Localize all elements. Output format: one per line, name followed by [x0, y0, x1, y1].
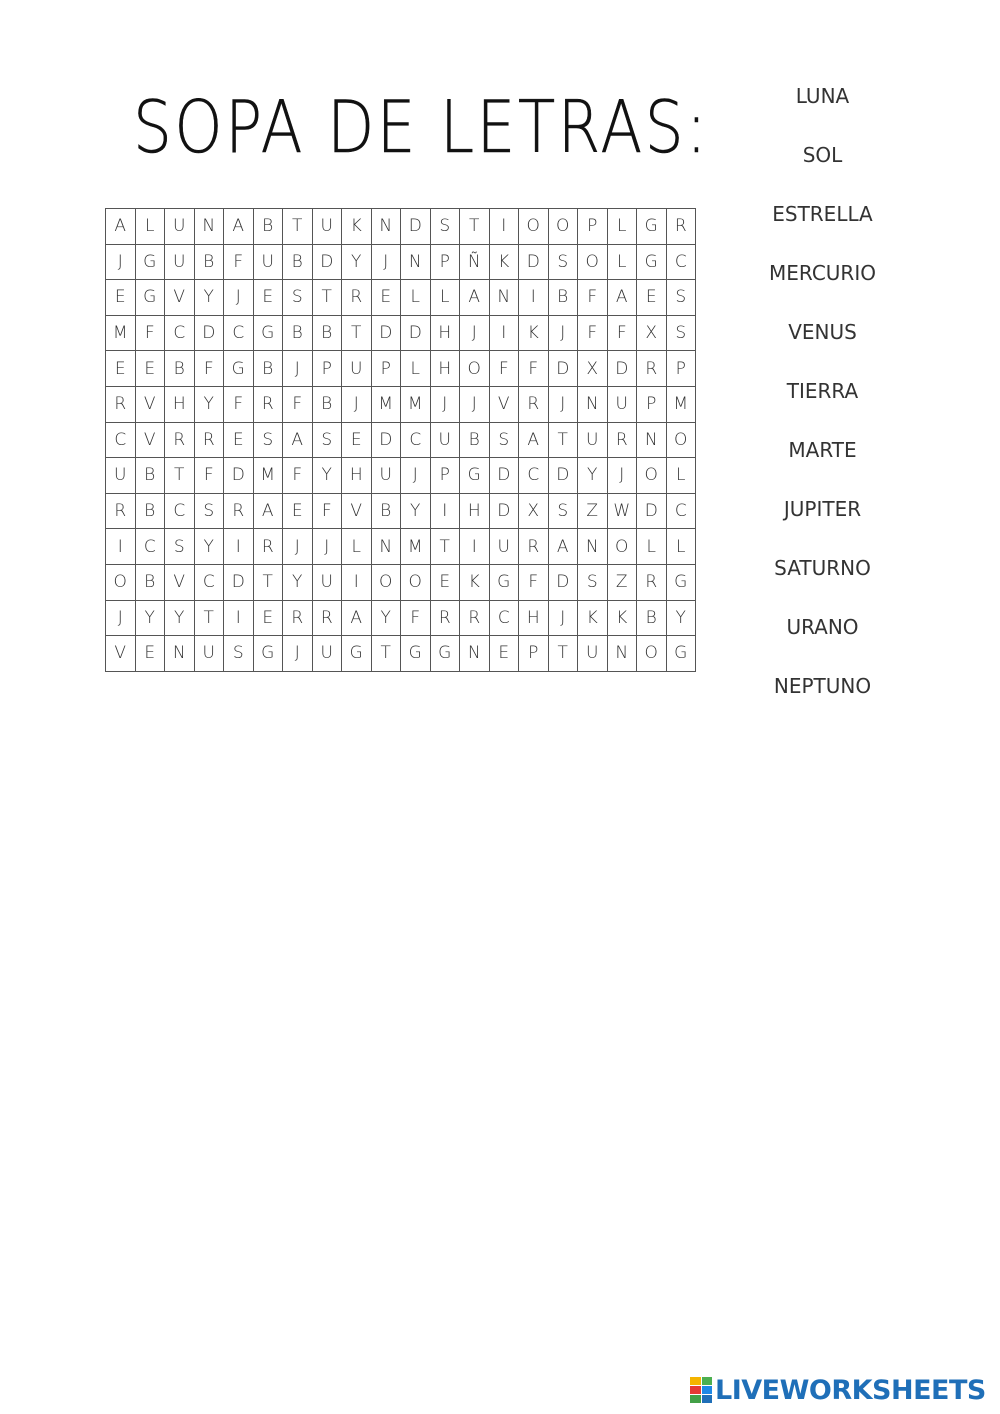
grid-cell[interactable]: B — [312, 386, 342, 422]
grid-cell[interactable]: I — [489, 209, 519, 245]
grid-cell[interactable]: U — [165, 209, 195, 245]
grid-cell[interactable]: F — [224, 244, 254, 280]
word-item: SATURNO — [774, 556, 871, 580]
grid-cell[interactable]: G — [489, 564, 519, 600]
grid-cell[interactable]: E — [106, 280, 136, 316]
grid-cell[interactable]: I — [106, 529, 136, 565]
grid-cell[interactable]: Y — [194, 280, 224, 316]
grid-cell[interactable]: U — [253, 244, 283, 280]
grid-cell[interactable]: J — [548, 315, 578, 351]
grid-cell[interactable]: X — [519, 493, 549, 529]
grid-row — [106, 529, 696, 565]
grid-cell[interactable]: H — [342, 458, 372, 494]
grid-cell[interactable]: G — [460, 458, 490, 494]
grid-cell[interactable]: G — [135, 244, 165, 280]
grid-cell[interactable]: J — [224, 280, 254, 316]
grid-cell[interactable]: B — [165, 351, 195, 387]
grid-cell[interactable]: D — [489, 493, 519, 529]
grid-cell[interactable]: N — [637, 422, 667, 458]
grid-cell[interactable]: V — [489, 386, 519, 422]
grid-cell[interactable]: O — [548, 209, 578, 245]
grid-cell[interactable]: L — [401, 351, 431, 387]
grid-cell[interactable]: R — [637, 564, 667, 600]
grid-cell[interactable]: B — [135, 564, 165, 600]
grid-cell[interactable]: T — [283, 209, 313, 245]
grid-cell[interactable]: H — [519, 600, 549, 636]
grid-cell[interactable]: A — [548, 529, 578, 565]
grid-cell[interactable]: B — [371, 493, 401, 529]
grid-cell[interactable]: R — [607, 422, 637, 458]
grid-cell[interactable]: D — [371, 315, 401, 351]
grid-row — [106, 351, 696, 387]
grid-cell[interactable]: S — [253, 422, 283, 458]
grid-cell[interactable]: R — [106, 386, 136, 422]
grid-cell[interactable]: H — [165, 386, 195, 422]
grid-cell[interactable]: G — [637, 244, 667, 280]
grid-cell[interactable]: B — [135, 493, 165, 529]
grid-row — [106, 244, 696, 280]
grid-cell[interactable]: D — [371, 422, 401, 458]
grid-cell[interactable]: B — [253, 351, 283, 387]
grid-cell[interactable]: J — [283, 529, 313, 565]
grid-cell[interactable]: F — [224, 386, 254, 422]
grid-row — [106, 493, 696, 529]
grid-cell[interactable]: U — [106, 458, 136, 494]
grid-cell[interactable]: U — [430, 422, 460, 458]
grid-row — [106, 422, 696, 458]
grid-cell[interactable]: R — [342, 280, 372, 316]
grid-cell[interactable]: J — [430, 386, 460, 422]
grid-cell[interactable]: T — [430, 529, 460, 565]
grid-cell[interactable]: L — [135, 209, 165, 245]
grid-cell[interactable]: S — [548, 244, 578, 280]
grid-cell[interactable]: I — [224, 529, 254, 565]
grid-cell[interactable]: G — [253, 636, 283, 672]
grid-cell[interactable]: K — [607, 600, 637, 636]
grid-cell[interactable]: L — [637, 529, 667, 565]
grid-cell[interactable]: R — [637, 351, 667, 387]
grid-cell[interactable]: R — [106, 493, 136, 529]
grid-cell[interactable]: R — [312, 600, 342, 636]
grid-cell[interactable]: R — [165, 422, 195, 458]
grid-cell[interactable]: F — [312, 493, 342, 529]
grid-cell[interactable]: L — [401, 280, 431, 316]
grid-cell[interactable]: V — [342, 493, 372, 529]
grid-cell[interactable]: R — [519, 529, 549, 565]
grid-cell[interactable]: J — [106, 244, 136, 280]
grid-cell[interactable]: D — [312, 244, 342, 280]
grid-row — [106, 600, 696, 636]
word-item: JUPITER — [783, 497, 862, 521]
grid-cell[interactable]: P — [666, 351, 696, 387]
grid-cell[interactable]: J — [283, 636, 313, 672]
grid-cell[interactable]: C — [194, 564, 224, 600]
grid-cell[interactable]: C — [666, 244, 696, 280]
grid-cell[interactable]: V — [135, 422, 165, 458]
grid-cell[interactable]: F — [519, 351, 549, 387]
grid-cell[interactable]: C — [135, 529, 165, 565]
grid-cell[interactable]: C — [666, 493, 696, 529]
grid-row — [106, 564, 696, 600]
grid-cell[interactable]: E — [135, 636, 165, 672]
grid-cell[interactable]: P — [519, 636, 549, 672]
word-item: LUNA — [795, 84, 850, 108]
grid-cell[interactable]: M — [401, 529, 431, 565]
grid-cell[interactable]: J — [607, 458, 637, 494]
word-item: VENUS — [788, 320, 857, 344]
grid-cell[interactable]: N — [165, 636, 195, 672]
grid-cell[interactable]: S — [548, 493, 578, 529]
grid-cell[interactable]: R — [666, 209, 696, 245]
grid-cell[interactable]: O — [460, 351, 490, 387]
grid-cell[interactable]: U — [578, 422, 608, 458]
grid-cell[interactable]: P — [430, 458, 460, 494]
grid-cell[interactable]: N — [371, 529, 401, 565]
grid-cell[interactable]: N — [371, 209, 401, 245]
grid-cell[interactable]: E — [371, 280, 401, 316]
grid-cell[interactable]: L — [607, 244, 637, 280]
grid-cell[interactable]: K — [578, 600, 608, 636]
grid-cell[interactable]: M — [666, 386, 696, 422]
grid-cell[interactable]: B — [637, 600, 667, 636]
grid-cell[interactable]: J — [401, 458, 431, 494]
grid-cell[interactable]: T — [548, 636, 578, 672]
grid-row — [106, 209, 696, 245]
logo-tile — [702, 1386, 713, 1394]
grid-cell[interactable]: R — [253, 386, 283, 422]
brand-name: LIVEWORKSHEETS — [715, 1374, 986, 1406]
grid-cell[interactable]: D — [194, 315, 224, 351]
grid-cell[interactable]: N — [460, 636, 490, 672]
grid-cell[interactable]: D — [401, 209, 431, 245]
grid-cell[interactable]: Z — [578, 493, 608, 529]
grid-cell[interactable]: D — [489, 458, 519, 494]
grid-cell[interactable]: E — [106, 351, 136, 387]
grid-cell[interactable]: S — [194, 493, 224, 529]
grid-cell[interactable]: J — [106, 600, 136, 636]
grid-cell[interactable]: D — [607, 351, 637, 387]
grid-cell[interactable]: F — [489, 351, 519, 387]
liveworksheets-logo-icon — [690, 1377, 712, 1403]
grid-cell[interactable]: O — [637, 636, 667, 672]
grid-cell[interactable]: I — [342, 564, 372, 600]
grid-cell[interactable]: J — [283, 351, 313, 387]
word-item: ESTRELLA — [772, 202, 873, 226]
grid-cell[interactable]: D — [224, 564, 254, 600]
grid-cell[interactable]: X — [578, 351, 608, 387]
grid-cell[interactable]: S — [165, 529, 195, 565]
grid-row — [106, 458, 696, 494]
word-list — [755, 80, 890, 729]
grid-cell[interactable]: D — [401, 315, 431, 351]
grid-cell[interactable]: E — [135, 351, 165, 387]
grid-cell[interactable]: G — [342, 636, 372, 672]
grid-cell[interactable]: C — [165, 493, 195, 529]
logo-tile — [702, 1377, 713, 1385]
grid-cell[interactable]: M — [253, 458, 283, 494]
grid-cell[interactable]: B — [135, 458, 165, 494]
grid-cell[interactable]: U — [489, 529, 519, 565]
grid-cell[interactable]: H — [430, 315, 460, 351]
grid-cell[interactable]: F — [519, 564, 549, 600]
grid-cell[interactable]: O — [637, 458, 667, 494]
grid-cell[interactable]: Y — [283, 564, 313, 600]
grid-cell[interactable]: D — [519, 244, 549, 280]
grid-cell[interactable]: V — [165, 280, 195, 316]
grid-row — [106, 636, 696, 672]
grid-cell[interactable]: D — [637, 493, 667, 529]
grid-cell[interactable]: H — [460, 493, 490, 529]
word-item: SOL — [802, 143, 843, 167]
grid-cell[interactable]: O — [106, 564, 136, 600]
grid-cell[interactable]: B — [283, 315, 313, 351]
grid-cell[interactable]: T — [548, 422, 578, 458]
grid-cell[interactable]: U — [607, 386, 637, 422]
word-item: MERCURIO — [769, 261, 876, 285]
grid-cell[interactable]: G — [666, 636, 696, 672]
grid-cell[interactable]: A — [283, 422, 313, 458]
grid-row — [106, 280, 696, 316]
grid-row — [106, 315, 696, 351]
grid-cell[interactable]: R — [460, 600, 490, 636]
grid-cell[interactable]: F — [578, 315, 608, 351]
grid-cell[interactable]: R — [224, 493, 254, 529]
grid-cell[interactable]: L — [666, 458, 696, 494]
grid-cell[interactable]: B — [312, 315, 342, 351]
grid-cell[interactable]: S — [489, 422, 519, 458]
grid-cell[interactable]: T — [460, 209, 490, 245]
grid-cell[interactable]: I — [489, 315, 519, 351]
grid-cell[interactable]: A — [106, 209, 136, 245]
grid-cell[interactable]: U — [371, 458, 401, 494]
grid-cell[interactable]: S — [312, 422, 342, 458]
word-item: TIERRA — [786, 379, 859, 403]
grid-cell[interactable]: Z — [607, 564, 637, 600]
grid-cell[interactable]: L — [342, 529, 372, 565]
grid-cell[interactable]: R — [194, 422, 224, 458]
word-item: URANO — [786, 615, 859, 639]
grid-cell[interactable]: D — [548, 458, 578, 494]
grid-cell[interactable]: F — [283, 458, 313, 494]
grid-cell[interactable]: G — [401, 636, 431, 672]
grid-cell[interactable]: F — [578, 280, 608, 316]
grid-cell[interactable]: E — [342, 422, 372, 458]
grid-cell[interactable]: J — [460, 386, 490, 422]
grid-cell[interactable]: T — [312, 280, 342, 316]
grid-cell[interactable]: G — [135, 280, 165, 316]
grid-cell[interactable]: F — [194, 351, 224, 387]
logo-tile — [690, 1386, 701, 1394]
grid-cell[interactable]: U — [578, 636, 608, 672]
grid-cell[interactable]: U — [342, 351, 372, 387]
brand-footer — [690, 1374, 986, 1406]
grid-cell[interactable]: O — [607, 529, 637, 565]
grid-cell[interactable]: I — [430, 493, 460, 529]
logo-tile — [690, 1377, 701, 1385]
grid-cell[interactable]: N — [194, 209, 224, 245]
grid-cell[interactable]: Y — [371, 600, 401, 636]
grid-cell[interactable]: U — [165, 244, 195, 280]
grid-cell[interactable]: N — [489, 280, 519, 316]
grid-cell[interactable]: S — [666, 280, 696, 316]
grid-cell[interactable]: G — [637, 209, 667, 245]
grid-cell[interactable]: E — [253, 280, 283, 316]
grid-cell[interactable]: T — [253, 564, 283, 600]
grid-cell[interactable]: X — [637, 315, 667, 351]
grid-cell[interactable]: L — [607, 209, 637, 245]
grid-cell[interactable]: V — [106, 636, 136, 672]
grid-cell[interactable]: N — [401, 244, 431, 280]
grid-cell[interactable]: P — [578, 209, 608, 245]
grid-cell[interactable]: M — [106, 315, 136, 351]
grid-cell[interactable]: B — [253, 209, 283, 245]
grid-cell[interactable]: B — [194, 244, 224, 280]
grid-cell[interactable]: W — [607, 493, 637, 529]
grid-cell[interactable]: M — [371, 386, 401, 422]
grid-cell[interactable]: G — [666, 564, 696, 600]
grid-cell[interactable]: J — [460, 315, 490, 351]
grid-cell[interactable]: T — [165, 458, 195, 494]
grid-cell[interactable]: A — [460, 280, 490, 316]
grid-cell[interactable]: Y — [342, 244, 372, 280]
logo-tile — [702, 1395, 713, 1403]
grid-cell[interactable]: O — [666, 422, 696, 458]
grid-cell[interactable]: F — [194, 458, 224, 494]
grid-cell[interactable]: Y — [194, 386, 224, 422]
grid-cell[interactable]: C — [401, 422, 431, 458]
grid-cell[interactable]: A — [342, 600, 372, 636]
grid-cell[interactable]: M — [401, 386, 431, 422]
grid-cell[interactable]: G — [253, 315, 283, 351]
grid-cell[interactable]: N — [578, 529, 608, 565]
grid-cell[interactable]: B — [548, 280, 578, 316]
grid-cell[interactable]: F — [401, 600, 431, 636]
page-title: SOPA DE LETRAS: — [133, 85, 710, 169]
grid-cell[interactable]: A — [607, 280, 637, 316]
grid-cell[interactable]: K — [460, 564, 490, 600]
grid-cell[interactable]: L — [666, 529, 696, 565]
grid-cell[interactable]: F — [135, 315, 165, 351]
grid-cell[interactable]: E — [283, 493, 313, 529]
grid-cell[interactable]: K — [342, 209, 372, 245]
grid-cell[interactable]: T — [342, 315, 372, 351]
grid-cell[interactable]: K — [519, 315, 549, 351]
grid-cell[interactable]: S — [666, 315, 696, 351]
grid-cell[interactable]: O — [519, 209, 549, 245]
grid-cell[interactable]: C — [489, 600, 519, 636]
grid-cell[interactable]: V — [135, 386, 165, 422]
grid-cell[interactable]: S — [283, 280, 313, 316]
grid-cell[interactable]: B — [283, 244, 313, 280]
grid-cell[interactable]: A — [253, 493, 283, 529]
grid-cell[interactable]: E — [637, 280, 667, 316]
grid-cell[interactable]: R — [430, 600, 460, 636]
grid-cell[interactable]: U — [312, 636, 342, 672]
grid-cell[interactable]: S — [578, 564, 608, 600]
grid-cell[interactable]: U — [312, 564, 342, 600]
grid-cell[interactable]: Y — [578, 458, 608, 494]
grid-cell[interactable]: R — [283, 600, 313, 636]
grid-cell[interactable]: J — [548, 386, 578, 422]
grid-cell[interactable]: D — [548, 564, 578, 600]
grid-cell[interactable]: Y — [165, 600, 195, 636]
grid-cell[interactable]: O — [578, 244, 608, 280]
grid-cell[interactable]: Y — [135, 600, 165, 636]
grid-cell[interactable]: P — [430, 244, 460, 280]
grid-cell[interactable]: E — [224, 422, 254, 458]
grid-cell[interactable]: L — [430, 280, 460, 316]
grid-row — [106, 386, 696, 422]
grid-cell[interactable]: S — [224, 636, 254, 672]
grid-cell[interactable]: J — [312, 529, 342, 565]
grid-cell[interactable]: N — [578, 386, 608, 422]
grid-cell[interactable]: F — [283, 386, 313, 422]
grid-cell[interactable]: O — [371, 564, 401, 600]
grid-cell[interactable]: U — [312, 209, 342, 245]
grid-cell[interactable]: F — [607, 315, 637, 351]
grid-cell[interactable]: E — [430, 564, 460, 600]
grid-cell[interactable]: Y — [194, 529, 224, 565]
grid-cell[interactable]: J — [548, 600, 578, 636]
grid-cell[interactable]: E — [489, 636, 519, 672]
grid-cell[interactable]: D — [224, 458, 254, 494]
grid-cell[interactable]: V — [165, 564, 195, 600]
grid-cell[interactable]: I — [519, 280, 549, 316]
grid-cell[interactable]: E — [253, 600, 283, 636]
word-item: NEPTUNO — [773, 674, 872, 698]
grid-cell[interactable]: U — [194, 636, 224, 672]
grid-cell[interactable]: A — [224, 209, 254, 245]
grid-cell[interactable]: Y — [401, 493, 431, 529]
grid-cell[interactable]: R — [519, 386, 549, 422]
grid-cell[interactable]: C — [106, 422, 136, 458]
grid-cell[interactable]: S — [430, 209, 460, 245]
grid-cell[interactable]: Y — [666, 600, 696, 636]
grid-cell[interactable]: T — [194, 600, 224, 636]
grid-cell[interactable]: G — [224, 351, 254, 387]
grid-cell[interactable]: R — [253, 529, 283, 565]
grid-cell[interactable]: D — [548, 351, 578, 387]
grid-cell[interactable]: T — [371, 636, 401, 672]
grid-cell[interactable]: J — [342, 386, 372, 422]
word-item: MARTE — [788, 438, 857, 462]
logo-tile — [690, 1395, 701, 1403]
grid-cell[interactable]: P — [312, 351, 342, 387]
grid-cell[interactable]: I — [460, 529, 490, 565]
grid-cell[interactable]: C — [224, 315, 254, 351]
grid-cell[interactable]: G — [430, 636, 460, 672]
grid-cell[interactable]: H — [430, 351, 460, 387]
grid-cell[interactable]: J — [371, 244, 401, 280]
grid-cell[interactable]: I — [224, 600, 254, 636]
grid-cell[interactable]: B — [460, 422, 490, 458]
grid-cell[interactable]: P — [371, 351, 401, 387]
word-search-grid — [105, 208, 696, 672]
grid-cell[interactable]: C — [519, 458, 549, 494]
grid-cell[interactable]: Ñ — [460, 244, 490, 280]
grid-cell[interactable]: K — [489, 244, 519, 280]
grid-cell[interactable]: Y — [312, 458, 342, 494]
grid-cell[interactable]: O — [401, 564, 431, 600]
grid-cell[interactable]: A — [519, 422, 549, 458]
grid-cell[interactable]: N — [607, 636, 637, 672]
grid-cell[interactable]: P — [637, 386, 667, 422]
grid-cell[interactable]: C — [165, 315, 195, 351]
